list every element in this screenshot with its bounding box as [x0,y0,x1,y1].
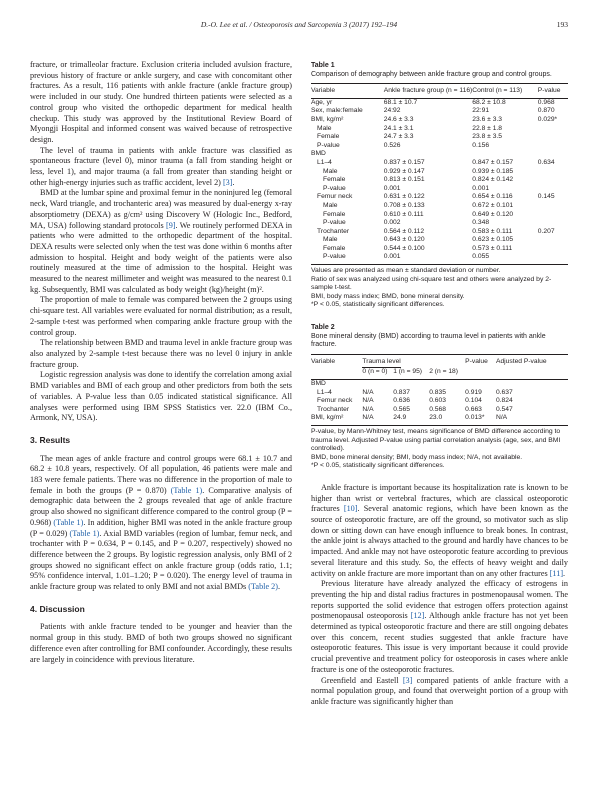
table-cell: 24.9 [393,414,429,425]
table-row [311,406,568,415]
table-cell: 0.001 [383,184,401,192]
table-row [311,133,568,142]
table-note: BMI, body mass index; BMD, bone mineral density. [311,292,465,300]
table-note: P-value, by Mann-Whitney test, means significance of BMD difference according to trauma level. Adjusted P-value using partial correlation analysis (age, sex, and BMI controlled). [311,427,561,453]
table-cell: 0.837 [393,388,410,396]
table-cell: Female [323,244,346,252]
table-cell: N/A [362,397,374,405]
table-header-cell: 0 (n = 0) [362,368,393,379]
table-note: BMD, bone mineral density; BMI, body mass index; N/A, not available. [311,453,523,461]
citation-link[interactable]: [9] [165,220,176,230]
table1-header-row [311,84,568,99]
table-cell [538,185,568,194]
table-cell: 0.870 [537,107,555,115]
citation-link[interactable]: [3] [222,177,233,187]
table-cell: 0.013* [465,414,496,425]
table-cell: Female [323,210,346,218]
table2-label: Table 2 [311,324,335,332]
page-number: 193 [556,20,568,29]
table-row [311,219,568,228]
table2 [311,354,568,426]
table-cell: Female [323,176,346,184]
table1-notes [311,267,568,310]
table-row [311,176,568,185]
methods-paragraph: The proportion of male to female was compared between the 2 groups using chi-square test. All variables were evaluated for normal distribution; as a result, 2-sample t-test was performed when comparing ankle fracture group with the control group. [30,295,292,337]
table-row [311,107,568,116]
table-cell: 24.7 ± 3.3 [383,133,414,141]
table-cell [538,168,568,177]
table-cell: 23.6 ± 3.3 [472,115,502,123]
table-cell: 0.929 ± 0.147 [383,167,425,175]
table-row [311,185,568,194]
table-cell: Sex, male:female [311,107,363,115]
table-cell [496,380,568,389]
table-cell: 0.837 ± 0.157 [383,158,425,166]
table-header-cell: P-value [538,84,568,99]
table-cell: 23.0 [429,414,465,425]
table-cell [393,380,429,389]
table-row [311,389,568,398]
running-header [30,20,568,32]
table-header-cell: Adjusted P-value [496,354,568,368]
table-row [311,253,568,264]
table-cell: BMI, kg/m² [311,414,362,425]
table-cell: Femur neck [317,193,353,201]
table-cell: BMD [311,150,326,158]
table-cell [538,211,568,220]
table-link[interactable]: (Table 1) [53,517,84,527]
table-cell: 0.708 ± 0.133 [383,201,425,209]
table-note: *P < 0.05, statistically significant differences. [311,462,445,470]
discussion-paragraph: Patients with ankle fracture tended to be younger and heavier than the normal group in this study. BMD of both two groups showed no significant difference even after controlling for BMI confounder. Accordingly, these results are largely in coincidence with previous literature. [30,622,292,664]
table-note: *P < 0.05, statistically significant differences. [311,301,445,309]
table-cell [472,150,538,159]
table-note: Values are presented as mean ± standard deviation or number. [311,267,501,275]
table-cell: 0.637 [495,388,513,396]
table-cell: 0.939 ± 0.185 [472,167,514,175]
methods-paragraph: The relationship between BMD and trauma level in ankle fracture group was also analyzed by 2-sample t-test because there was no level 0 injury in ankle fracture group. [30,338,292,369]
table-row [311,236,568,245]
table-cell: 0.603 [429,397,446,405]
table-header-cell: Variable [311,354,362,368]
running-title: D.-O. Lee et al. / Osteoporosis and Sarcopenia 3 (2017) 192–194 [200,20,398,29]
table-row [311,116,568,125]
table-link[interactable]: (Table 2) [248,582,278,592]
table-cell: 0.824 [495,397,513,405]
table-cell: 22.8 ± 1.8 [472,124,502,132]
table1-caption: Table 1 Comparison of demography between ankle fracture group and control groups. [311,62,568,79]
table-cell: Trochanter [317,227,350,235]
table-row [311,125,568,134]
table-cell [465,380,496,389]
table-cell: 0.847 ± 0.157 [472,158,514,166]
left-column [30,60,292,665]
table-cell: 0.104 [465,397,482,405]
table-cell: 0.634 [537,158,555,166]
results-heading: 3. Results [30,434,71,445]
table-cell [384,150,473,159]
table-cell: N/A [496,414,568,425]
results-paragraph: The mean ages of ankle fracture and control groups were 68.1 ± 10.7 and 68.2 ± 10.8 years, respectively. Of all population, 46 patients were male and 183 were female patients. There was no difference in the proportion of male to female in both the groups (P = 0.870) (Table 1). Comparative analysis of demographic data between the 2 groups revealed that age of ankle fracture group also showed no significant difference compared to the control group (P = 0.968) (Table 1). In addition, higher BMI was noted in the ankle fracture group (P = 0.029) (Table 1). Axial BMD variables (region of lumbar, femur neck, and trochanter with P = 0.634, P = 0.145, and P = 0.207, respectively) showed no difference between the 2 groups. By logistic regression analysis, only BMI of 2 groups showed no significant effect on ankle fracture group (odds ratio, 1.1; 95% confidence interval, 1.01–1.20; P = 0.020). The energy level of trauma in ankle fracture group was related to only BMI and not axial BMDs (Table 2). [30,453,292,592]
table-cell: Male [317,124,332,132]
table-cell [538,133,568,142]
table-cell: 0.623 ± 0.105 [472,236,514,244]
citation-link[interactable]: [11] [549,568,564,578]
table-cell: 0.348 [472,219,490,227]
table-cell: 0.145 [537,193,555,201]
table-header-cell: Variable [311,84,384,99]
discussion-heading: 4. Discussion [30,603,85,614]
table-cell [538,253,568,264]
table-note: Ratio of sex was analyzed using chi-square test and others were analyzed by 2-sample t-test. [311,275,552,292]
table-cell: 0.631 ± 0.122 [383,193,425,201]
table-cell: 0.672 ± 0.101 [472,201,514,209]
table-cell: 0.968 [537,98,555,106]
table-cell: 0.564 ± 0.112 [383,227,425,235]
table-cell: L1–4 [317,158,332,166]
table-cell: Male [323,201,338,209]
table-link[interactable]: (Table 1) [170,485,203,495]
table-cell: 23.8 ± 3.5 [472,133,502,141]
table-cell: 0.824 ± 0.142 [472,176,514,184]
table-cell [538,219,568,228]
table-cell: 0.813 ± 0.151 [383,176,425,184]
table-row [311,380,568,389]
table2-subheader-row [311,368,568,379]
table-cell: 22:91 [472,107,490,115]
discussion-paragraph: Previous literature have already analyzed the efficacy of estrogens in preventing the hip and distal radius fractures in postmenopausal women. The reports supported the solid evidence that estrogen offers protection against postmenopausal osteoporosis [12]. Although ankle fracture has not yet been determined as typical osteoporotic fracture and there are still ongoing debates over this concern, recent studies suggested that ankle fracture have osteoporotic features. This issue is very important because it could provide crucial preventive and treatment policy for osteoporosis in cases where ankle fracture is one of the osteoporotic fractures. [311,579,568,674]
table-cell: 0.643 ± 0.120 [383,236,425,244]
table-row [311,245,568,254]
table-cell: P-value [323,219,346,227]
table-cell: P-value [323,184,346,192]
table-header-cell: Ankle fracture group (n = 116) [384,84,473,99]
table-cell: 0.001 [384,253,473,264]
table-row [311,397,568,406]
table-cell: N/A [362,414,393,425]
methods-paragraph: The level of trauma in patients with ankle fracture was classified as spontaneous fracture (level 0), minor trauma (a fall from standing height or less, level 1), and major trauma (a fall from greater than standing height or other high-energy injuries such as traffic accident, level 2) [3]. [30,145,292,187]
table-cell: BMD [311,380,326,387]
table-cell: 24.1 ± 3.1 [383,124,414,132]
table-cell: 0.835 [429,388,446,396]
table-cell: 0.001 [472,184,490,192]
table-cell: N/A [362,388,374,396]
table-row [311,228,568,237]
methods-paragraph: fracture, or trimalleolar fracture. Exclusion criteria included avulsion fracture, previous history of fracture or ankle surgery, and case with concomitant other fractures. As a result, 116 patients with ankle fracture (ankle fracture group) were included in our study. One hundred thirteen patients were selected as a control group who visited the orthopedic department for medical health checkup. This study was approved by the Institutional Review Board of Myongji Hospital and informed consent was waived because of retrospective design. [30,60,292,144]
table-row [311,159,568,168]
discussion-paragraph: Ankle fracture is important because its hospitalization rate is known to be higher than wrist or vertebral fractures, which are classical osteoporotic fractures [10]. Several anatomic regions, which have been known as the source of osteoporotic fracture, are off the ground, so motivator such as slip down or sitting down can have enough influence to break bones. In contrast, the ankle joint is always attached to the ground and hardly have chances to be impacted. And ankle may not have osteoporotic feature according to previous several literature and this study. So, the effects of heavy weight and daily activity on ankle fracture are more important than on any other fractures [11]. [311,482,568,578]
table-cell: 0.573 ± 0.111 [472,244,513,252]
table-cell [538,150,568,159]
table-cell [538,236,568,245]
citation-link[interactable]: [3] [402,675,413,685]
table-cell: 0.919 [465,388,482,396]
table-row [311,193,568,202]
table-cell: L1–4 [317,388,332,396]
table-header-cell: P-value [465,354,496,368]
table-cell: 0.568 [429,405,446,413]
table-row [311,211,568,220]
table-cell: 0.029* [537,115,558,123]
table-row [311,98,568,107]
table-row [311,168,568,177]
table-cell: 68.1 ± 10.7 [383,98,418,106]
table-cell: 0.610 ± 0.111 [383,210,424,218]
table-cell: 68.2 ± 10.8 [472,98,506,106]
table-cell: 0.649 ± 0.120 [472,210,514,218]
table-cell: P-value [317,141,340,149]
table-cell: 0.207 [537,227,555,235]
table-cell: Femur neck [317,397,353,405]
table-cell: Age, yr [311,98,333,106]
table-cell: 0.583 ± 0.111 [472,227,513,235]
table-cell [429,380,465,389]
table-cell: 0.636 [393,397,410,405]
citation-link[interactable]: [12] [410,611,425,621]
table-cell: 0.526 [383,141,401,149]
table-row [311,150,568,159]
right-column [311,62,568,708]
table1 [311,83,568,265]
table-row [311,414,568,425]
table-cell: 0.002 [383,219,401,227]
table-header-cell: 1 (n = 95) [393,368,429,379]
table-cell [538,125,568,134]
methods-paragraph: BMD at the lumbar spine and proximal femur in the noninjured leg (femoral neck, Ward triangle, and trochanteric area) was measured by dual-energy x-ray absorptiometry (DEXA) as g/cm² using Discovery W (Hologic Inc., Bedford, MA, USA) following standard protocols [9]. We routinely performed DEXA in patients who were admitted to the orthopedic department of the hospital. DEXA results were selected only when the test was done within 6 months after admission to hospital. Height and body weight of the patients were also routinely measured at the time of admission to the hospital. Height was measured to the nearest millimeter and weight was measured to the nearest 0.1 kg. Subsequently, BMI was calculated as body weight (kg)/height (m)². [30,188,292,294]
table-cell [538,245,568,254]
table-cell: 0.055 [472,253,538,264]
table-header-cell: 2 (n = 18) [429,368,465,379]
table-cell: N/A [362,405,374,413]
table-cell: 0.156 [472,141,490,149]
table-link[interactable]: (Table 1) [69,528,100,538]
table-row [311,202,568,211]
table2-header-row [311,354,568,368]
table-cell [538,176,568,185]
table-cell: 0.565 [393,405,410,413]
table-cell: P-value [311,253,384,264]
table-cell: 24:92 [383,107,401,115]
table-cell: BMI, kg/m² [311,115,344,123]
table-row [311,142,568,151]
table2-notes [311,428,568,471]
table-header-cell: Control (n = 113) [472,84,538,99]
table-cell [538,202,568,211]
table-cell [538,142,568,151]
table1-label: Table 1 [311,62,335,69]
table-header-cell: Trauma level [362,358,400,369]
discussion-paragraph: Greenfield and Eastell [3] compared patients of ankle fracture with a normal population group, and found that overweight portion of a group with ankle fracture was significantly higher than [311,675,568,706]
citation-link[interactable]: [10] [343,504,358,514]
table-cell: Male [323,167,338,175]
table-cell: 0.547 [495,405,513,413]
table-cell: 24.6 ± 3.3 [383,115,414,123]
table-cell: Trochanter [317,405,350,413]
table-cell: 0.663 [465,405,482,413]
table-cell [362,380,393,389]
table-cell: 0.654 ± 0.116 [472,193,513,201]
table-cell: Female [317,133,340,141]
table-cell: Male [323,236,338,244]
methods-paragraph: Logistic regression analysis was done to identify the correlation among axial BMD variables and BMI of each group and other predictors from both the sets of variables. A P-value less than 0.05 indicated statistical significance. All analyses were performed using IBM SPSS Statistics ver. 22.0 (IBM Co., Armonk, NY, USA). [30,370,292,423]
table2-caption: Table 2 Bone mineral density (BMD) according to trauma level in patients with ankle fracture. [311,324,568,350]
table-cell: 0.544 ± 0.100 [383,244,425,252]
